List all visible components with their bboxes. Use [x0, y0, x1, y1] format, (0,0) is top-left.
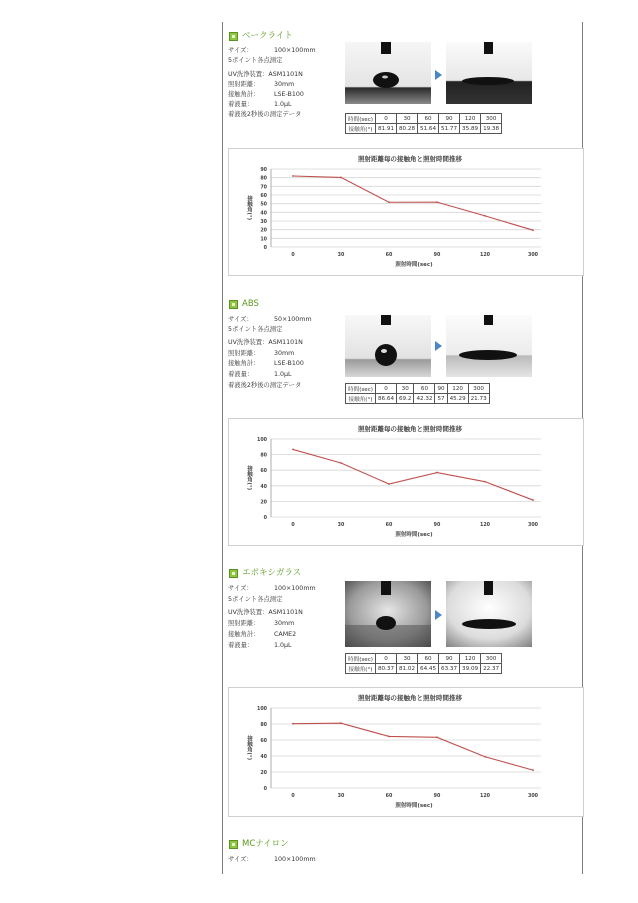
y-tick-label: 50: [260, 202, 267, 208]
spec-distance: 照射距離： 30mm: [228, 620, 295, 627]
droplet-photo-after: [446, 42, 532, 104]
spec-distance: 照射距離： 30mm: [228, 350, 295, 357]
spec-uv-device: UV洗浄装置：ASM1101N: [228, 339, 303, 346]
section-heading: [228, 838, 582, 852]
section-heading: [228, 567, 582, 581]
data-point: [292, 175, 294, 177]
series-line: [293, 449, 533, 500]
data-point: [436, 472, 438, 474]
x-tick-label: 90: [433, 523, 441, 528]
x-tick-label: 300: [527, 794, 539, 799]
section-mc-nylon: [228, 838, 582, 878]
y-tick-label: 20: [260, 228, 267, 234]
spec-volume: 着液量： 1.0μL: [228, 101, 292, 108]
y-tick-label: 60: [260, 469, 267, 475]
section-epoxy-glass: [228, 567, 582, 819]
y-tick-label: 30: [260, 220, 267, 225]
y-tick-label: 70: [260, 185, 267, 191]
data-point: [388, 201, 390, 203]
x-tick-label: 90: [433, 253, 441, 258]
x-tick-label: 300: [527, 523, 539, 528]
y-tick-label: 80: [260, 723, 267, 728]
chart-svg: [229, 688, 581, 816]
arrow-icon: [435, 610, 442, 620]
data-point: [436, 736, 438, 738]
x-tick-label: 120: [479, 253, 491, 258]
y-tick-label: 0: [263, 787, 267, 792]
data-point: [484, 756, 486, 758]
spec-meter: 接触角計： CAME2: [228, 631, 297, 638]
data-table: 時間(sec) 0 30 60 90 120 300 接触角(°) 81.91 80.28 51.64 51.77 35.89 19.38: [345, 113, 502, 134]
section-title: ベークライト: [242, 31, 293, 41]
line-chart: [228, 148, 584, 276]
y-tick-label: 40: [260, 484, 267, 490]
y-tick-label: 40: [260, 211, 267, 217]
spec-points: 5ポイント各点測定: [228, 326, 283, 333]
spec-uv-device: UV洗浄装置：ASM1101N: [228, 609, 303, 616]
data-point: [388, 483, 390, 485]
green-bullet-icon: [229, 32, 238, 41]
chart-title: 照射距離毎の接触角と照射時間推移: [358, 425, 462, 433]
section-title: ABS: [242, 299, 259, 309]
section-bakelite: [228, 30, 582, 280]
x-tick-label: 90: [433, 794, 441, 799]
spec-points: 5ポイント各点測定: [228, 57, 283, 64]
y-tick-label: 0: [263, 246, 267, 251]
y-tick-label: 20: [260, 771, 267, 776]
spec-size: サイズ： 100×100mm: [228, 47, 316, 54]
x-tick-label: 0: [291, 253, 295, 258]
green-bullet-icon: [229, 300, 238, 309]
spec-size: サイズ： 100×100mm: [228, 856, 316, 863]
spec-size: サイズ： 50×100mm: [228, 316, 312, 323]
x-tick-label: 120: [479, 523, 491, 528]
y-tick-label: 20: [260, 500, 267, 506]
chart-svg: [229, 149, 581, 275]
chart-svg: [229, 419, 581, 545]
droplet-photo-before: [345, 315, 431, 377]
section-abs: [228, 298, 582, 548]
x-axis-label: 照射時間(sec): [395, 532, 433, 538]
data-point: [436, 201, 438, 203]
data-point: [340, 722, 342, 724]
x-tick-label: 60: [385, 523, 393, 528]
y-tick-label: 90: [260, 168, 267, 173]
series-line: [293, 176, 533, 230]
spec-meter: 接触角計： LSE-B100: [228, 360, 304, 367]
y-tick-label: 40: [260, 755, 267, 760]
x-axis-label: 照射時間(sec): [395, 803, 433, 809]
series-line: [293, 723, 533, 770]
spec-volume: 着液量： 1.0μL: [228, 371, 292, 378]
data-table: 時間(sec) 0 30 60 90 120 300 接触角(°) 80.37 81.02 64.45 63.37 39.09 22.37: [345, 653, 502, 674]
y-axis-label: 接触角(°): [246, 735, 252, 761]
line-chart: [228, 418, 584, 546]
spec-note: 着液後2秒後の測定データ: [228, 111, 302, 118]
x-tick-label: 60: [385, 794, 393, 799]
section-title: エポキシガラス: [242, 568, 302, 578]
chart-title: 照射距離毎の接触角と照射時間推移: [358, 155, 462, 163]
y-tick-label: 100: [256, 438, 267, 443]
spec-volume: 着液量： 1.0μL: [228, 642, 292, 649]
data-point: [532, 769, 534, 771]
data-table: 時間(sec) 0 30 60 90 120 300 接触角(°) 86.64 69.2 42.32 57 45.29 21.73: [345, 383, 490, 404]
data-point: [292, 449, 294, 451]
droplet-photo-before: [345, 42, 431, 104]
chart-title: 照射距離毎の接触角と照射時間推移: [358, 694, 462, 702]
data-point: [292, 723, 294, 725]
spec-distance: 照射距離： 30mm: [228, 81, 295, 88]
y-tick-label: 80: [260, 176, 267, 182]
spec-meter: 接触角計： LSE-B100: [228, 91, 304, 98]
x-tick-label: 30: [337, 794, 345, 799]
data-point: [484, 481, 486, 483]
droplet-photo-after: [446, 581, 532, 647]
spec-size: サイズ： 100×100mm: [228, 585, 316, 592]
y-tick-label: 0: [263, 516, 267, 521]
x-tick-label: 60: [385, 253, 393, 258]
data-point: [340, 177, 342, 179]
green-bullet-icon: [229, 840, 238, 849]
green-bullet-icon: [229, 569, 238, 578]
x-tick-label: 300: [527, 253, 539, 258]
y-tick-label: 80: [260, 453, 267, 459]
y-axis-label: 接触角(°): [246, 195, 252, 221]
arrow-icon: [435, 70, 442, 80]
y-tick-label: 100: [256, 707, 267, 712]
x-axis-label: 照射時間(sec): [395, 262, 433, 268]
data-point: [532, 229, 534, 231]
spec-uv-device: UV洗浄装置：ASM1101N: [228, 71, 303, 78]
spec-note: 着液後2秒後の測定データ: [228, 382, 302, 389]
x-tick-label: 0: [291, 523, 295, 528]
data-point: [340, 462, 342, 464]
droplet-photo-before: [345, 581, 431, 647]
x-tick-label: 30: [337, 523, 345, 528]
data-point: [388, 736, 390, 738]
x-tick-label: 30: [337, 253, 345, 258]
y-tick-label: 60: [260, 194, 267, 199]
y-axis-label: 接触角(°): [246, 465, 252, 491]
arrow-icon: [435, 341, 442, 351]
line-chart: [228, 687, 584, 817]
spec-points: 5ポイント各点測定: [228, 596, 283, 603]
data-point: [484, 215, 486, 217]
section-title: MCナイロン: [242, 839, 289, 849]
x-tick-label: 0: [291, 794, 295, 799]
y-tick-label: 10: [260, 237, 267, 243]
y-tick-label: 60: [260, 739, 267, 744]
droplet-photo-after: [446, 315, 532, 377]
x-tick-label: 120: [479, 794, 491, 799]
data-point: [532, 499, 534, 501]
left-border: [222, 22, 223, 874]
section-heading: [228, 298, 582, 312]
